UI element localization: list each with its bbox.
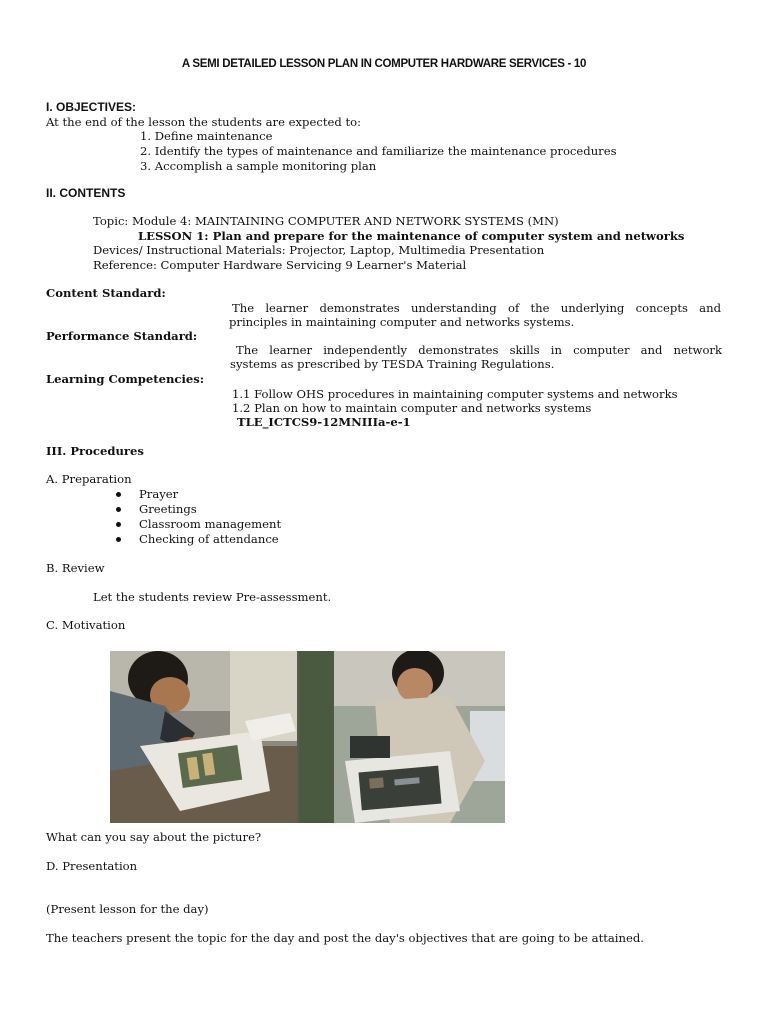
review-label: B. Review bbox=[46, 561, 105, 575]
contents-lesson: LESSON 1: Plan and prepare for the maintenance of computer system and networks bbox=[138, 229, 685, 243]
document-title: A SEMI DETAILED LESSON PLAN IN COMPUTER HARDWARE SERVICES - 10 bbox=[181, 58, 587, 70]
objective-item: 3. Accomplish a sample monitoring plan bbox=[140, 159, 377, 173]
learning-competencies-label: Learning Competencies: bbox=[46, 372, 205, 386]
presentation-label: D. Presentation bbox=[46, 859, 138, 873]
objectives-intro: At the end of the lesson the students are expected to: bbox=[46, 115, 361, 129]
performance-standard-label: Performance Standard: bbox=[46, 329, 198, 343]
procedures-heading: III. Procedures bbox=[46, 444, 144, 458]
performance-standard-text-cont: systems as prescribed by TESDA Training Regulations. bbox=[230, 357, 555, 371]
motivation-label: C. Motivation bbox=[46, 618, 126, 632]
contents-topic: Topic: Module 4: MAINTAINING COMPUTER AND NETWORK SYSTEMS (MN) bbox=[93, 214, 559, 228]
motivation-photo bbox=[110, 651, 505, 823]
content-standard-text-cont: principles in maintaining computer and networks systems. bbox=[229, 315, 575, 329]
bullet-icon bbox=[116, 507, 121, 512]
review-text: Let the students review Pre-assessment. bbox=[93, 590, 332, 604]
objectives-heading: I. OBJECTIVES: bbox=[46, 100, 137, 114]
motivation-question: What can you say about the picture? bbox=[46, 830, 262, 844]
preparation-item: Prayer bbox=[139, 487, 179, 501]
presentation-text: The teachers present the topic for the day and post the day's objectives that are going to be attained. bbox=[46, 931, 644, 945]
presentation-note: (Present lesson for the day) bbox=[46, 902, 209, 916]
preparation-label: A. Preparation bbox=[46, 472, 132, 486]
competency-code: TLE_ICTCS9-12MNIIIa-e-1 bbox=[237, 415, 411, 429]
objective-item: 1. Define maintenance bbox=[140, 129, 273, 143]
objective-item: 2. Identify the types of maintenance and familiarize the maintenance procedures bbox=[140, 144, 617, 158]
bullet-icon bbox=[116, 537, 121, 542]
contents-heading: II. CONTENTS bbox=[46, 186, 126, 200]
bullet-icon bbox=[116, 522, 121, 527]
competency-item: 1.1 Follow OHS procedures in maintaining computer systems and networks bbox=[232, 387, 678, 401]
bullet-icon bbox=[116, 492, 121, 497]
preparation-item: Classroom management bbox=[139, 517, 282, 531]
contents-reference: Reference: Computer Hardware Servicing 9 Learner's Material bbox=[93, 258, 467, 272]
preparation-item: Greetings bbox=[139, 502, 197, 516]
performance-standard-text: The learner independently demonstrates skills in computer and network bbox=[236, 343, 722, 357]
preparation-item: Checking of attendance bbox=[139, 532, 279, 546]
competency-item: 1.2 Plan on how to maintain computer and networks systems bbox=[232, 401, 592, 415]
content-standard-label: Content Standard: bbox=[46, 286, 166, 300]
content-standard-text: The learner demonstrates understanding of the underlying concepts and bbox=[232, 301, 721, 315]
contents-devices: Devices/ Instructional Materials: Projector, Laptop, Multimedia Presentation bbox=[93, 243, 545, 257]
